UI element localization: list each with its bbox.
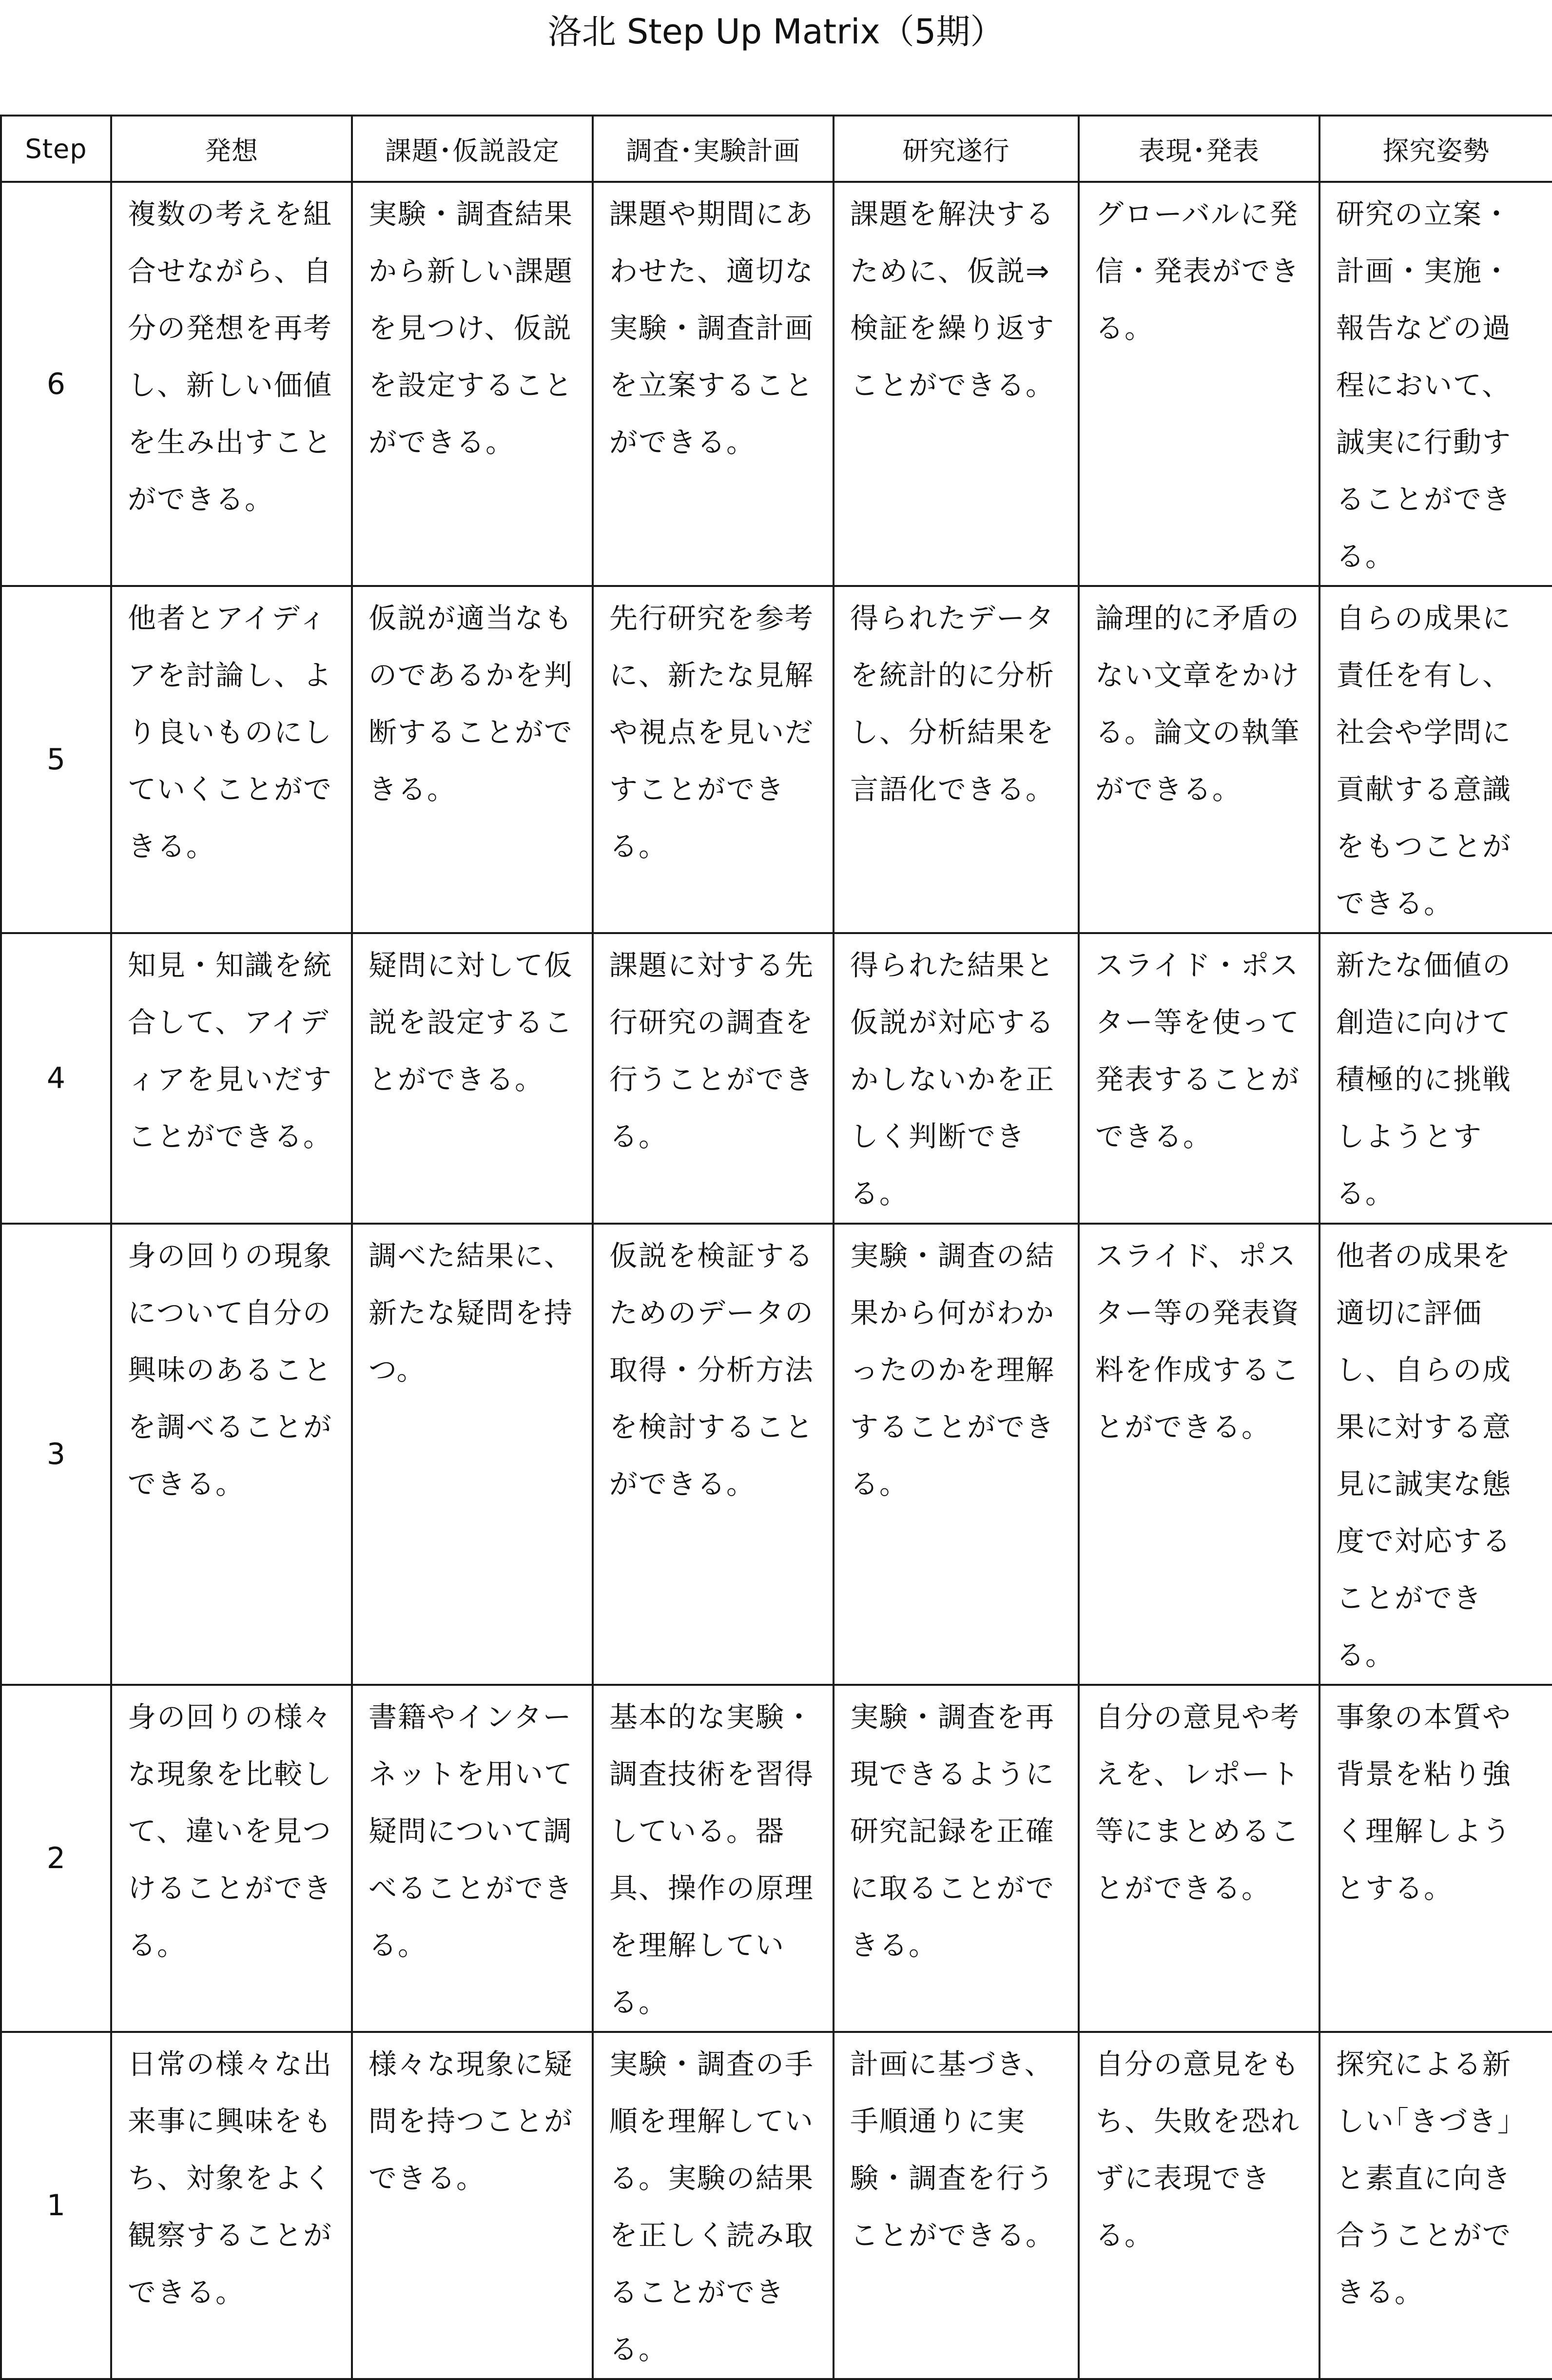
idea-cell: 日常の様々な出来事に興味をもち、対象をよく観察することができる。	[111, 2032, 352, 2379]
step-number: 2	[1, 1685, 111, 2032]
page-title: 洛北 Step Up Matrix（5期）	[547, 12, 1005, 52]
problem-hypothesis-cell: 調べた結果に、新たな疑問を持つ。	[352, 1224, 593, 1685]
research-plan-cell: 先行研究を参考に、新たな見解や視点を見いだすことができる。	[593, 586, 834, 933]
step-number: 4	[1, 933, 111, 1224]
presentation-cell: 自分の意見や考えを、レポート等にまとめることができる。	[1079, 1685, 1319, 2032]
table-row	[1, 933, 1552, 1224]
step-number: 5	[1, 586, 111, 933]
research-execution-cell: 実験・調査の結果から何がわかったのかを理解することができる。	[834, 1224, 1079, 1685]
research-execution-cell: 計画に基づき、手順通りに実験・調査を行うことができる。	[834, 2032, 1079, 2379]
research-plan-cell: 仮説を検証するためのデータの取得・分析方法を検討することができる。	[593, 1224, 834, 1685]
step-up-matrix-table	[0, 115, 1552, 2380]
table-row	[1, 586, 1552, 933]
inquiry-attitude-cell: 事象の本質や背景を粘り強く理解しようとする。	[1319, 1685, 1552, 2032]
inquiry-attitude-cell: 他者の成果を適切に評価し、自らの成果に対する意見に誠実な態度で対応することができる。	[1319, 1224, 1552, 1685]
research-execution-cell: 実験・調査を再現できるように研究記録を正確に取ることができる。	[834, 1685, 1079, 2032]
inquiry-attitude-cell: 自らの成果に責任を有し、社会や学問に貢献する意識をもつことができる。	[1319, 586, 1552, 933]
research-execution-cell: 課題を解決するために、仮説⇒検証を繰り返すことができる。	[834, 182, 1079, 586]
header-inquiry-attitude: 探究姿勢	[1319, 116, 1552, 182]
problem-hypothesis-cell: 書籍やインターネットを用いて疑問について調べることができる。	[352, 1685, 593, 2032]
table-row	[1, 1685, 1552, 2032]
presentation-cell: グローバルに発信・発表ができる。	[1079, 182, 1319, 586]
research-plan-cell: 課題に対する先行研究の調査を行うことができる。	[593, 933, 834, 1224]
research-execution-cell: 得られたデータを統計的に分析し、分析結果を言語化できる。	[834, 586, 1079, 933]
problem-hypothesis-cell: 実験・調査結果から新しい課題を見つけ、仮説を設定することができる。	[352, 182, 593, 586]
header-idea: 発想	[111, 116, 352, 182]
table-row	[1, 1224, 1552, 1685]
presentation-cell: 論理的に矛盾のない文章をかける。論文の執筆ができる。	[1079, 586, 1319, 933]
inquiry-attitude-cell: 探究による新しい｢きづき｣と素直に向き合うことができる。	[1319, 2032, 1552, 2379]
step-number: 1	[1, 2032, 111, 2379]
header-row	[1, 116, 1552, 182]
idea-cell: 身の回りの現象について自分の興味のあることを調べることができる。	[111, 1224, 352, 1685]
table-row	[1, 2032, 1552, 2379]
inquiry-attitude-cell: 新たな価値の創造に向けて積極的に挑戦しようとする。	[1319, 933, 1552, 1224]
research-plan-cell: 基本的な実験・調査技術を習得している。器具、操作の原理を理解している。	[593, 1685, 834, 2032]
problem-hypothesis-cell: 仮説が適当なものであるかを判断することができる。	[352, 586, 593, 933]
problem-hypothesis-cell: 疑問に対して仮説を設定することができる。	[352, 933, 593, 1224]
idea-cell: 複数の考えを組合せながら、自分の発想を再考し、新しい価値を生み出すことができる。	[111, 182, 352, 586]
research-execution-cell: 得られた結果と仮説が対応するかしないかを正しく判断できる。	[834, 933, 1079, 1224]
problem-hypothesis-cell: 様々な現象に疑問を持つことができる。	[352, 2032, 593, 2379]
idea-cell: 他者とアイディアを討論し、より良いものにしていくことができる。	[111, 586, 352, 933]
step-number: 3	[1, 1224, 111, 1685]
idea-cell: 知見・知識を統合して、アイディアを見いだすことができる。	[111, 933, 352, 1224]
header-problem-hypothesis: 課題･仮説設定	[352, 116, 593, 182]
header-presentation: 表現･発表	[1079, 116, 1319, 182]
table-row	[1, 182, 1552, 586]
idea-cell: 身の回りの様々な現象を比較して、違いを見つけることができる。	[111, 1685, 352, 2032]
presentation-cell: スライド、ポスター等の発表資料を作成することができる。	[1079, 1224, 1319, 1685]
presentation-cell: スライド・ポスター等を使って発表することができる。	[1079, 933, 1319, 1224]
header-research-execution: 研究遂行	[834, 116, 1079, 182]
header-step: Step	[1, 116, 111, 182]
header-research-plan: 調査･実験計画	[593, 116, 834, 182]
presentation-cell: 自分の意見をもち、失敗を恐れずに表現できる。	[1079, 2032, 1319, 2379]
research-plan-cell: 課題や期間にあわせた、適切な実験・調査計画を立案することができる。	[593, 182, 834, 586]
research-plan-cell: 実験・調査の手順を理解している。実験の結果を正しく読み取ることができる。	[593, 2032, 834, 2379]
inquiry-attitude-cell: 研究の立案・計画・実施・報告などの過程において、誠実に行動することができる。	[1319, 182, 1552, 586]
step-number: 6	[1, 182, 111, 586]
